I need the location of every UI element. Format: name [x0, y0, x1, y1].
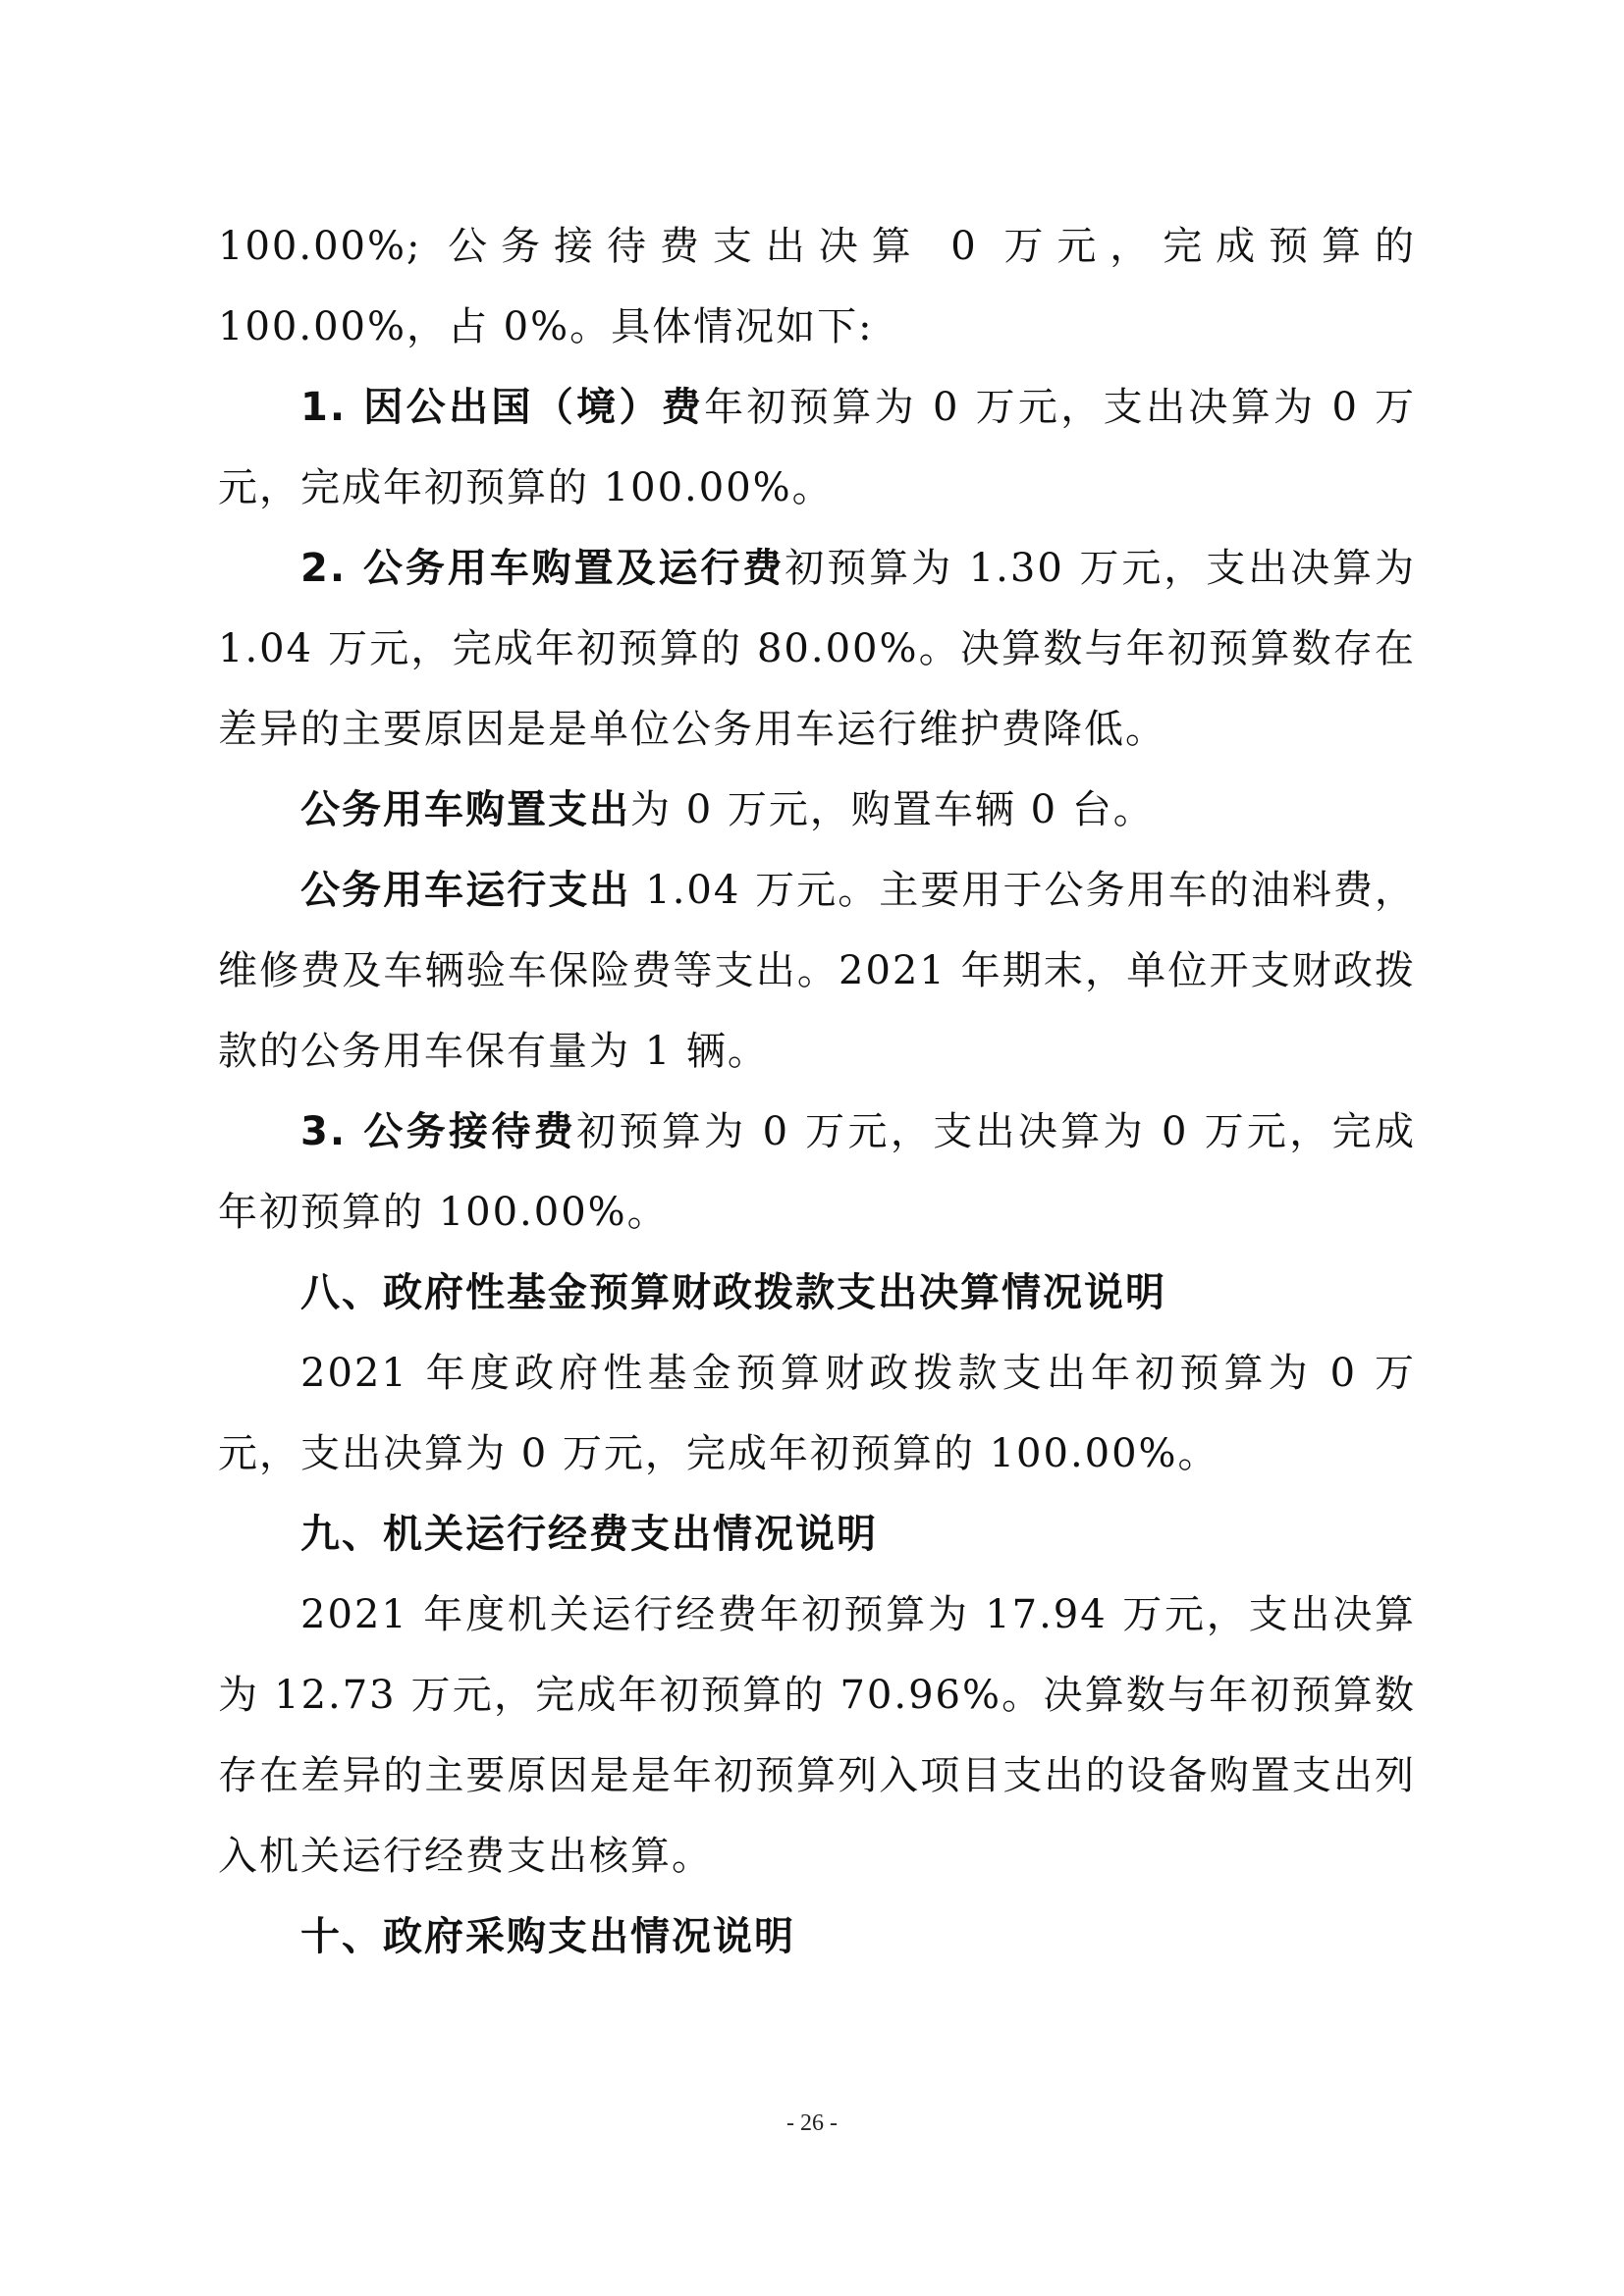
paragraph-text: 初预算为 0 万元，支出决算为 0 万元，完成年初预算的 100.00%。: [218, 1109, 1417, 1235]
paragraph-government-fund: [218, 1333, 1416, 1494]
paragraph-overseas-travel: [218, 367, 1416, 528]
section-heading-10: 十、政府采购支出情况说明: [300, 1914, 795, 1959]
paragraph-lead: 公务用车购置支出: [300, 787, 630, 832]
paragraph-text: 2021 年度政府性基金预算财政拨款支出年初预算为 0 万元，支出决算为 0 万元，完成年初预算的 100.00%。: [218, 1351, 1416, 1476]
section-heading-9: 九、机关运行经费支出情况说明: [300, 1512, 878, 1557]
paragraph-lead: 1. 因公出国（境）费: [300, 385, 705, 430]
section-heading-8: 八、政府性基金预算财政拨款支出决算情况说明: [300, 1270, 1166, 1315]
paragraph-agency-operation: [218, 1575, 1416, 1896]
paragraph-lead: 公务用车运行支出: [300, 868, 631, 913]
paragraph-continuation: [218, 206, 1416, 367]
document-body: [218, 206, 1416, 1977]
paragraph-text: 年初预算为 0 万元，支出决算为 0 万元，完成年初预算的 100.00%。: [218, 385, 1416, 510]
page-number: - 26 -: [786, 2110, 838, 2136]
paragraph-text: 1.04 万元。主要用于公务用车的油料费，维修费及车辆验车保险费等支出。2021 年期末，单位开支财政拨款的公务用车保有量为 1 辆。: [218, 868, 1416, 1074]
paragraph-vehicle-purchase: [218, 770, 1416, 850]
paragraph-text: 为 0 万元，购置车辆 0 台。: [630, 787, 1155, 832]
paragraph-vehicle-operation: [218, 850, 1416, 1092]
paragraph-text: 100.00%; 公务接待费支出决算 0 万元，完成预算的 100.00%，占 0%。具体情况如下:: [218, 224, 1416, 349]
paragraph-lead: 3. 公务接待费: [300, 1109, 577, 1154]
paragraph-vehicle-costs: [218, 528, 1416, 770]
paragraph-reception: [218, 1092, 1416, 1253]
paragraph-text: 2021 年度机关运行经费年初预算为 17.94 万元，支出决算为 12.73 万元，完成年初预算的 70.96%。决算数与年初预算数存在差异的主要原因是是年初预算列入项目支出的设备购置支出列入机关运行经费支出核算。: [218, 1592, 1416, 1879]
paragraph-lead: 2. 公务用车购置及运行费: [300, 546, 785, 591]
paragraph-text: 初预算为 1.30 万元，支出决算为 1.04 万元，完成年初预算的 80.00%。决算数与年初预算数存在差异的主要原因是是单位公务用车运行维护费降低。: [218, 546, 1417, 752]
